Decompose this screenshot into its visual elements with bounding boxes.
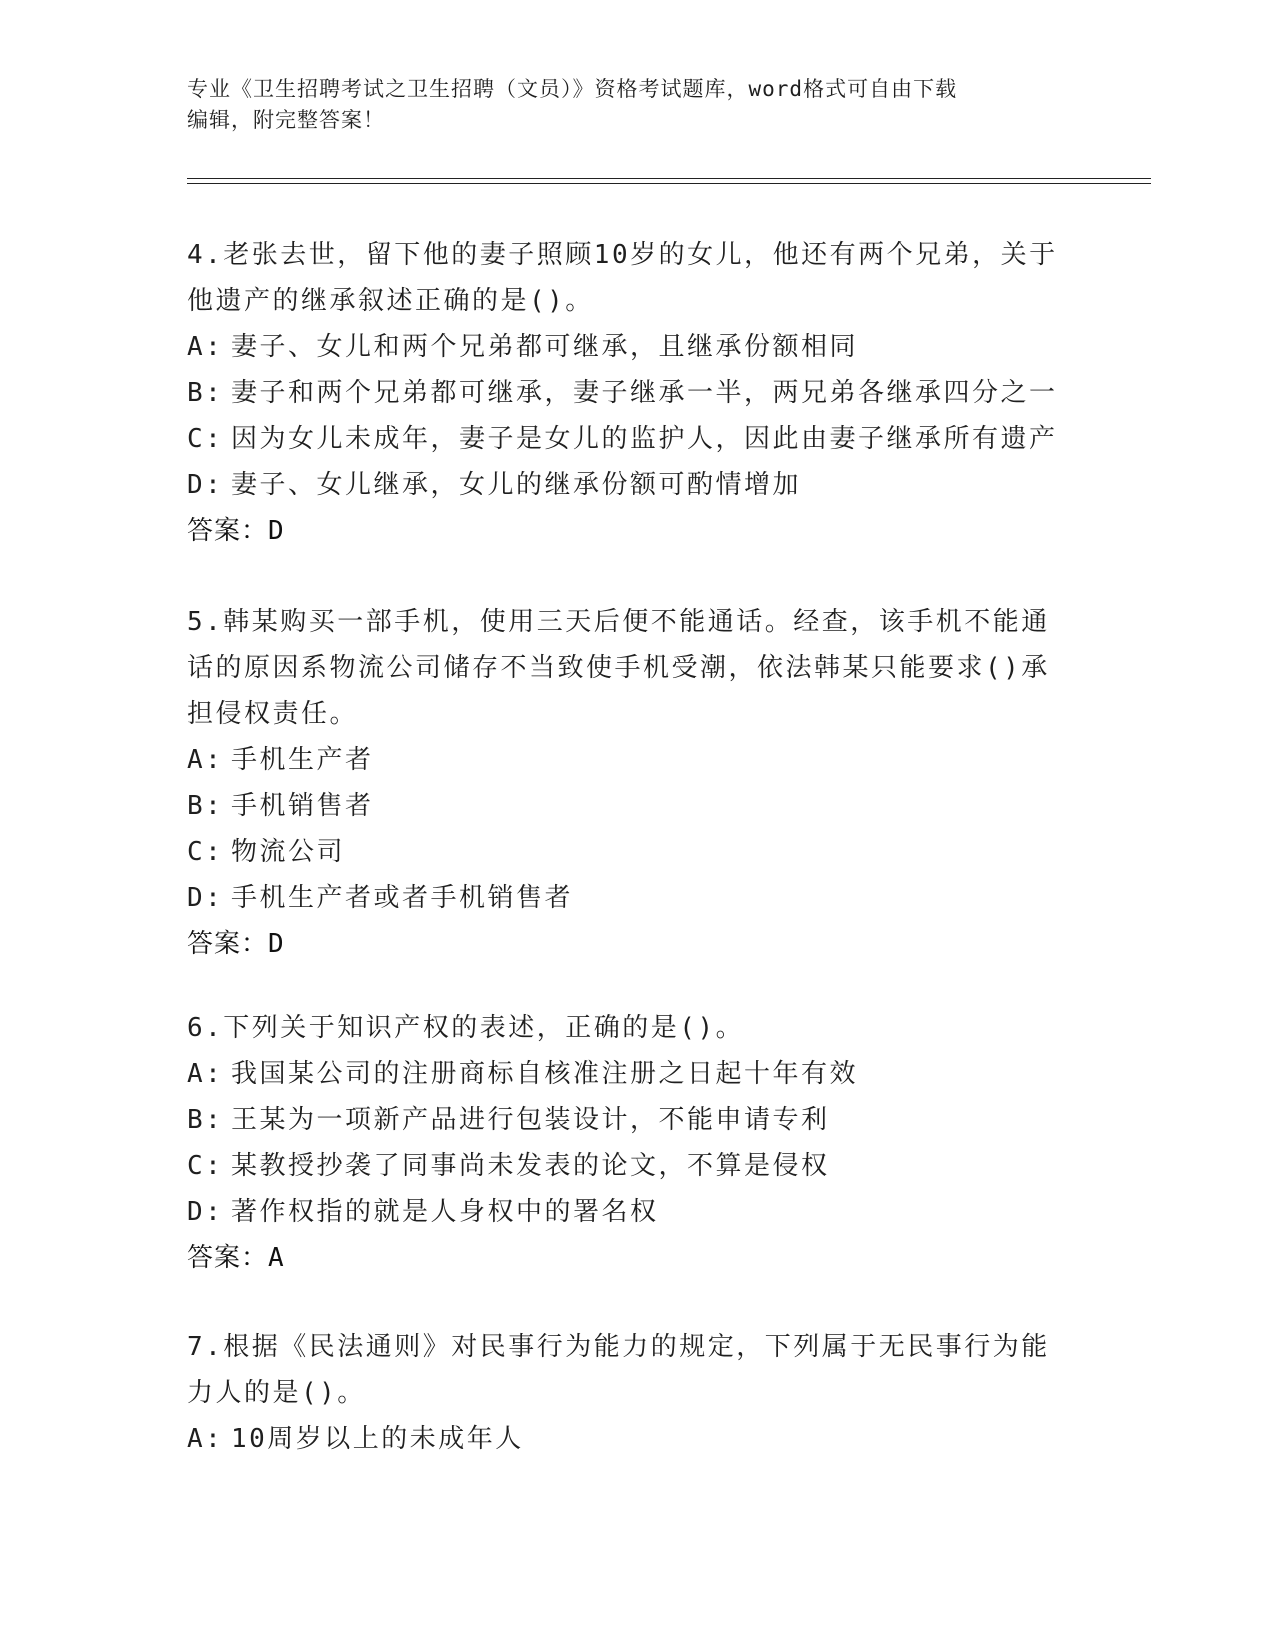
option-text: 因为女儿未成年，妻子是女儿的监护人，因此由妻子继承所有遗产 <box>231 424 1058 454</box>
option-c <box>187 416 1087 462</box>
option-d <box>187 875 1087 921</box>
option-text: 妻子、女儿继承，女儿的继承份额可酌情增加 <box>231 470 802 500</box>
option-label: C: <box>187 837 224 867</box>
question-7 <box>187 1324 1087 1462</box>
option-text: 物流公司 <box>231 837 346 867</box>
option-label: B: <box>187 1105 224 1135</box>
option-text: 手机销售者 <box>231 791 374 821</box>
option-text: 妻子和两个兄弟都可继承，妻子继承一半，两兄弟各继承四分之一 <box>231 378 1058 408</box>
option-text: 手机生产者 <box>231 745 374 775</box>
option-text: 我国某公司的注册商标自核准注册之日起十年有效 <box>231 1059 859 1089</box>
question-stem-line: 力人的是()。 <box>187 1378 366 1408</box>
option-text: 某教授抄袭了同事尚未发表的论文，不算是侵权 <box>231 1151 830 1181</box>
option-label: A: <box>187 332 224 362</box>
option-label: A: <box>187 1059 224 1089</box>
document-header <box>187 74 1087 136</box>
question-stem-line: 7.根据《民法通则》对民事行为能力的规定，下列属于无民事行为能 <box>187 1332 1050 1362</box>
question-stem-line: 他遗产的继承叙述正确的是()。 <box>187 286 594 316</box>
option-b <box>187 1097 1087 1143</box>
option-label: D: <box>187 1197 224 1227</box>
question-stem-line: 话的原因系物流公司储存不当致使手机受潮，依法韩某只能要求()承 <box>187 653 1050 683</box>
option-a <box>187 737 1087 783</box>
option-a <box>187 324 1087 370</box>
option-label: B: <box>187 378 224 408</box>
option-label: C: <box>187 424 224 454</box>
answer-line: 答案：D <box>187 929 285 959</box>
option-label: B: <box>187 791 224 821</box>
question-5 <box>187 599 1087 967</box>
question-stem-line: 担侵权责任。 <box>187 699 359 729</box>
option-text: 王某为一项新产品进行包装设计，不能申请专利 <box>231 1105 830 1135</box>
header-divider-bottom <box>187 183 1151 184</box>
option-c <box>187 1143 1087 1189</box>
option-d <box>187 462 1087 508</box>
option-text: 妻子、女儿和两个兄弟都可继承，且继承份额相同 <box>231 332 859 362</box>
header-line-2: 编辑，附完整答案！ <box>187 108 385 132</box>
option-c <box>187 829 1087 875</box>
option-label: A: <box>187 745 224 775</box>
question-stem-line: 4.老张去世，留下他的妻子照顾10岁的女儿，他还有两个兄弟，关于 <box>187 240 1058 270</box>
option-label: C: <box>187 1151 224 1181</box>
question-6 <box>187 1005 1087 1281</box>
option-b <box>187 783 1087 829</box>
option-b <box>187 370 1087 416</box>
question-4 <box>187 232 1087 554</box>
question-stem-line: 6.下列关于知识产权的表述，正确的是()。 <box>187 1013 745 1043</box>
option-label: A: <box>187 1424 224 1454</box>
option-a <box>187 1416 1087 1462</box>
answer-line: 答案：A <box>187 1243 285 1273</box>
option-text: 著作权指的就是人身权中的署名权 <box>231 1197 659 1227</box>
option-text: 手机生产者或者手机销售者 <box>231 883 574 913</box>
header-divider-top <box>187 178 1151 179</box>
option-a <box>187 1051 1087 1097</box>
header-line-1: 专业《卫生招聘考试之卫生招聘（文员）》资格考试题库，word格式可自由下载 <box>187 77 958 101</box>
option-text: 10周岁以上的未成年人 <box>231 1424 524 1454</box>
option-d <box>187 1189 1087 1235</box>
question-stem-line: 5.韩某购买一部手机，使用三天后便不能通话。经查，该手机不能通 <box>187 607 1050 637</box>
option-label: D: <box>187 470 224 500</box>
answer-line: 答案：D <box>187 516 285 546</box>
option-label: D: <box>187 883 224 913</box>
